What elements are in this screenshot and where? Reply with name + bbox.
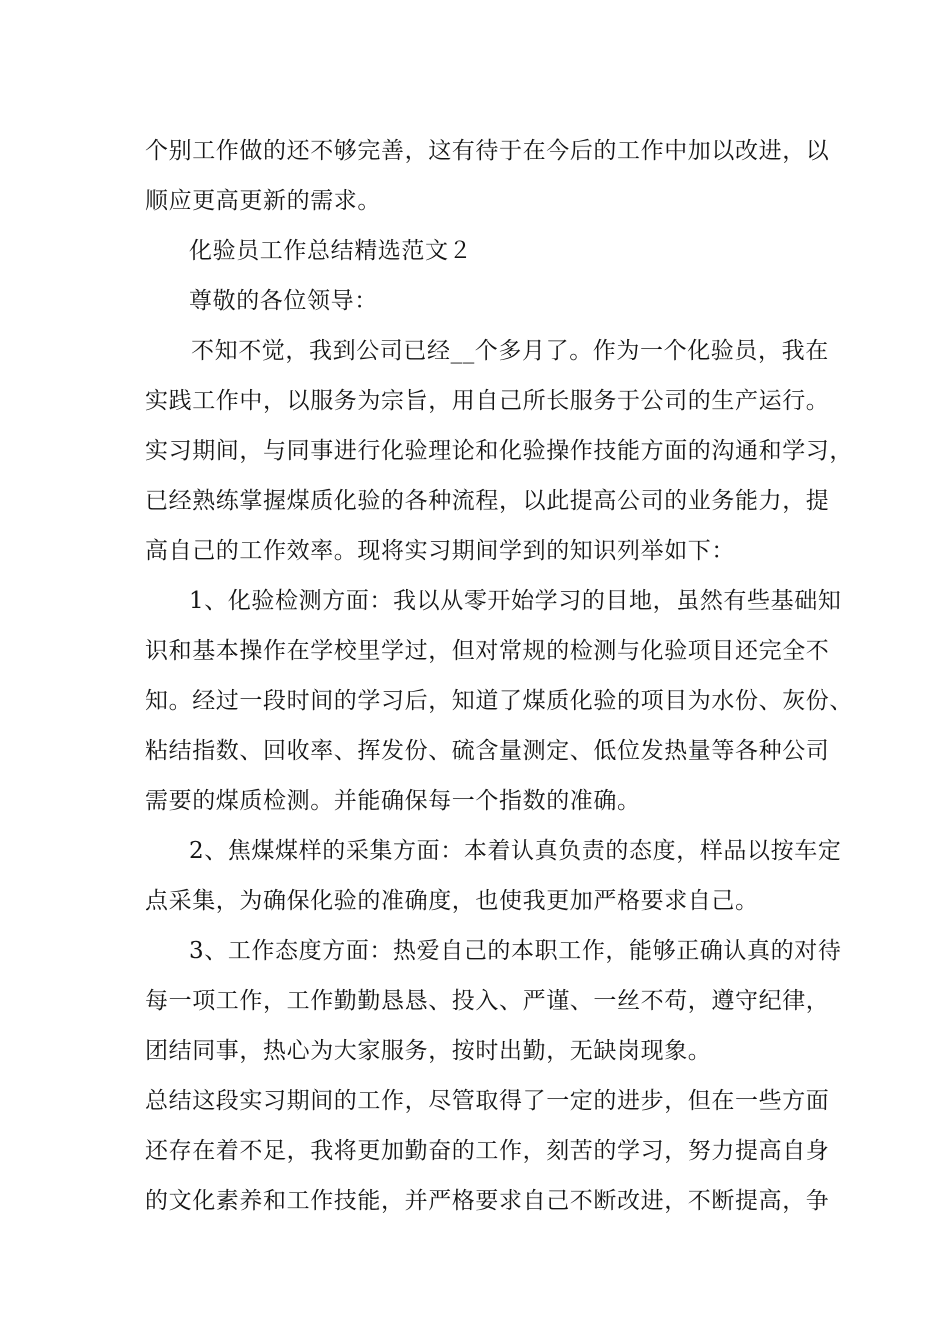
paragraph-line: 每一项工作，工作勤勤恳恳、投入、严谨、一丝不苟，遵守纪律， <box>145 988 830 1014</box>
paragraph-line: 个别工作做的还不够完善，这有待于在今后的工作中加以改进，以 <box>145 138 830 164</box>
paragraph-line: 已经熟练掌握煤质化验的各种流程，以此提高公司的业务能力，提 <box>145 488 830 514</box>
paragraph-line: 粘结指数、回收率、挥发份、硫含量测定、低位发热量等各种公司 <box>145 738 830 764</box>
paragraph-line: 还存在着不足，我将更加勤奋的工作，刻苦的学习，努力提高自身 <box>145 1138 830 1164</box>
paragraph-line: 总结这段实习期间的工作，尽管取得了一定的进步，但在一些方面 <box>145 1088 830 1114</box>
list-item: 2、焦煤煤样的采集方面：本着认真负责的态度，样品以按车定 <box>189 838 842 864</box>
list-item: 1、化验检测方面：我以从零开始学习的目地，虽然有些基础知 <box>189 588 842 614</box>
section-title: 化验员工作总结精选范文２ <box>189 238 473 264</box>
paragraph-line: 需要的煤质检测。并能确保每一个指数的准确。 <box>145 788 641 814</box>
paragraph-line: 高自己的工作效率。现将实习期间学到的知识列举如下： <box>145 538 735 564</box>
paragraph-line: 团结同事，热心为大家服务，按时出勤，无缺岗现象。 <box>145 1038 712 1064</box>
paragraph-line: 实习期间，与同事进行化验理论和化验操作技能方面的沟通和学习， <box>145 438 853 464</box>
paragraph-line: 识和基本操作在学校里学过，但对常规的检测与化验项目还完全不 <box>145 638 830 664</box>
list-item: 3、工作态度方面：热爱自己的本职工作，能够正确认真的对待 <box>189 938 842 964</box>
paragraph-line: 实践工作中，以服务为宗旨，用自己所长服务于公司的生产运行。 <box>145 388 830 414</box>
paragraph-line: 不知不觉，我到公司已经__个多月了。作为一个化验员，我在 <box>191 338 829 364</box>
paragraph-line: 顺应更高更新的需求。 <box>145 188 381 214</box>
paragraph-line: 点采集，为确保化验的准确度，也使我更加严格要求自己。 <box>145 888 759 914</box>
paragraph-line: 的文化素养和工作技能，并严格要求自己不断改进，不断提高，争 <box>145 1188 830 1214</box>
paragraph-line: 知。经过一段时间的学习后，知道了煤质化验的项目为水份、灰份、 <box>145 688 853 714</box>
salutation: 尊敬的各位领导： <box>189 288 378 314</box>
